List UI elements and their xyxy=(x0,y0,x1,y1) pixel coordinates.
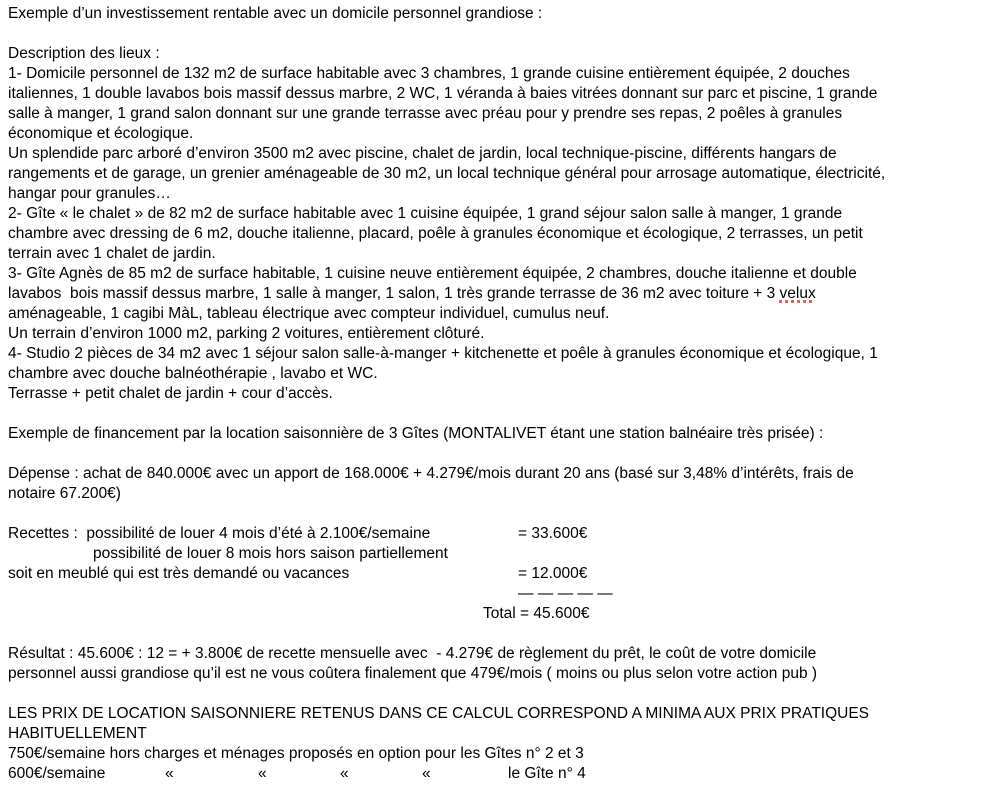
text-segment: = 12.000€ xyxy=(518,565,588,582)
text-segment: possibilité de louer 8 mois hors saison partiellement xyxy=(93,545,448,562)
text-segment: terrain avec 1 chalet de jardin. xyxy=(8,245,216,262)
text-line xyxy=(0,244,987,264)
text-line xyxy=(0,764,987,784)
text-segment: HABITUELLEMENT xyxy=(8,725,147,742)
text-segment: = 33.600€ xyxy=(518,525,588,542)
text-segment: soit en meublé qui est très demandé ou vacances xyxy=(8,565,350,582)
text-line xyxy=(0,544,987,564)
text-segment: personnel aussi grandiose qu’il est ne vous coûtera finalement que 479€/mois ( moins ou plus selon votre action pub ) xyxy=(8,665,818,682)
text-segment: chambre avec dressing de 6 m2, douche italienne, placard, poêle à granules économique et écologique, 2 terrasses, un petit xyxy=(8,225,863,242)
text-line xyxy=(0,124,987,144)
text-line xyxy=(0,84,987,104)
text-line xyxy=(0,164,987,184)
text-segment: aménageable, 1 cagibi MàL, tableau électrique avec compteur individuel, cumulus neuf. xyxy=(8,305,610,322)
text-line xyxy=(0,284,987,304)
text-segment: Résultat : 45.600€ : 12 = + 3.800€ de recette mensuelle avec - 4.279€ de règlement du prêt, le coût de votre domicile xyxy=(8,645,817,662)
text-line xyxy=(0,324,987,344)
text-segment: « xyxy=(340,765,349,782)
text-line xyxy=(0,604,987,624)
text-line xyxy=(0,204,987,224)
text-line xyxy=(0,344,987,364)
text-line xyxy=(0,724,987,744)
text-line xyxy=(0,564,987,584)
text-segment: — — — — — xyxy=(518,585,613,602)
text-segment: économique et écologique. xyxy=(8,125,194,142)
text-segment: 750€/semaine hors charges et ménages proposés en option pour les Gîtes n° 2 et 3 xyxy=(8,745,584,762)
text-line xyxy=(0,664,987,684)
text-segment: 1- Domicile personnel de 132 m2 de surface habitable avec 3 chambres, 1 grande cuisine entièrement équipée, 2 douches xyxy=(8,65,850,82)
text-line xyxy=(0,224,987,244)
text-segment: « xyxy=(258,765,267,782)
text-line xyxy=(0,264,987,284)
text-segment: 2- Gîte « le chalet » de 82 m2 de surface habitable avec 1 cuisine équipée, 1 grand séjour salon salle à manger, 1 grande xyxy=(8,205,843,222)
text-segment: hangar pour granules… xyxy=(8,185,171,202)
text-segment: Total = 45.600€ xyxy=(483,605,590,622)
text-line xyxy=(0,584,987,604)
text-line xyxy=(0,464,987,484)
text-line xyxy=(0,744,987,764)
text-line xyxy=(0,304,987,324)
text-segment: Exemple d’un investissement rentable avec un domicile personnel grandiose : xyxy=(8,5,543,22)
text-segment: « xyxy=(165,765,174,782)
text-segment: Dépense : achat de 840.000€ avec un apport de 168.000€ + 4.279€/mois durant 20 ans (basé sur 3,48% d’intérêts, frais de xyxy=(8,465,854,482)
text-line xyxy=(0,424,987,444)
text-line xyxy=(0,104,987,124)
text-segment: Un splendide parc arboré d’environ 3500 m2 avec piscine, chalet de jardin, local technique-piscine, différents hangars de xyxy=(8,145,837,162)
text-segment: chambre avec douche balnéothérapie , lavabo et WC. xyxy=(8,365,378,382)
text-line xyxy=(0,684,987,704)
text-segment: 4- Studio 2 pièces de 34 m2 avec 1 séjour salon salle-à-manger + kitchenette et poêle à granules économique et écologique, 1 xyxy=(8,345,878,362)
text-line xyxy=(0,24,987,44)
text-segment: salle à manger, 1 grand salon donnant sur une grande terrasse avec préau pour y prendre ses repas, 2 poêles à granules xyxy=(8,105,843,122)
text-line xyxy=(0,624,987,644)
text-line xyxy=(0,644,987,664)
text-segment: notaire 67.200€) xyxy=(8,485,121,502)
text-line xyxy=(0,404,987,424)
text-line xyxy=(0,364,987,384)
text-segment: 600€/semaine xyxy=(8,765,106,782)
text-segment: 3- Gîte Agnès de 85 m2 de surface habitable, 1 cuisine neuve entièrement équipée, 2 chambres, douche italienne et double xyxy=(8,265,857,282)
text-segment: LES PRIX DE LOCATION SAISONNIERE RETENUS DANS CE CALCUL CORRESPOND A MINIMA AUX PRIX PRATIQUES xyxy=(8,705,870,722)
text-segment: « xyxy=(422,765,431,782)
misspelled-word[interactable]: velux xyxy=(779,285,816,302)
text-segment: lavabos bois massif dessus marbre, 1 salle à manger, 1 salon, 1 très grande terrasse de 36 m2 avec toiture + 3 xyxy=(8,285,780,302)
text-line xyxy=(0,144,987,164)
text-segment: Description des lieux : xyxy=(8,45,160,62)
text-segment: Terrasse + petit chalet de jardin + cour d’accès. xyxy=(8,385,333,402)
text-line xyxy=(0,4,987,24)
text-line xyxy=(0,44,987,64)
text-line xyxy=(0,384,987,404)
text-line xyxy=(0,504,987,524)
text-segment: le Gîte n° 4 xyxy=(508,765,586,782)
text-line xyxy=(0,184,987,204)
text-line xyxy=(0,524,987,544)
text-line xyxy=(0,444,987,464)
text-line xyxy=(0,64,987,84)
text-segment: rangements et de garage, un grenier aménageable de 30 m2, un local technique général pour arrosage automatique, électricité, xyxy=(8,165,886,182)
text-line xyxy=(0,484,987,504)
text-segment: Recettes : possibilité de louer 4 mois d’été à 2.100€/semaine xyxy=(8,525,431,542)
text-line xyxy=(0,704,987,724)
text-segment: italiennes, 1 double lavabos bois massif dessus marbre, 2 WC, 1 véranda à baies vitrées donnant sur parc et piscine, 1 grande xyxy=(8,85,878,102)
text-segment: Exemple de financement par la location saisonnière de 3 Gîtes (MONTALIVET étant une station balnéaire très prisée) : xyxy=(8,425,824,442)
text-segment: Un terrain d’environ 1000 m2, parking 2 voitures, entièrement clôturé. xyxy=(8,325,485,342)
